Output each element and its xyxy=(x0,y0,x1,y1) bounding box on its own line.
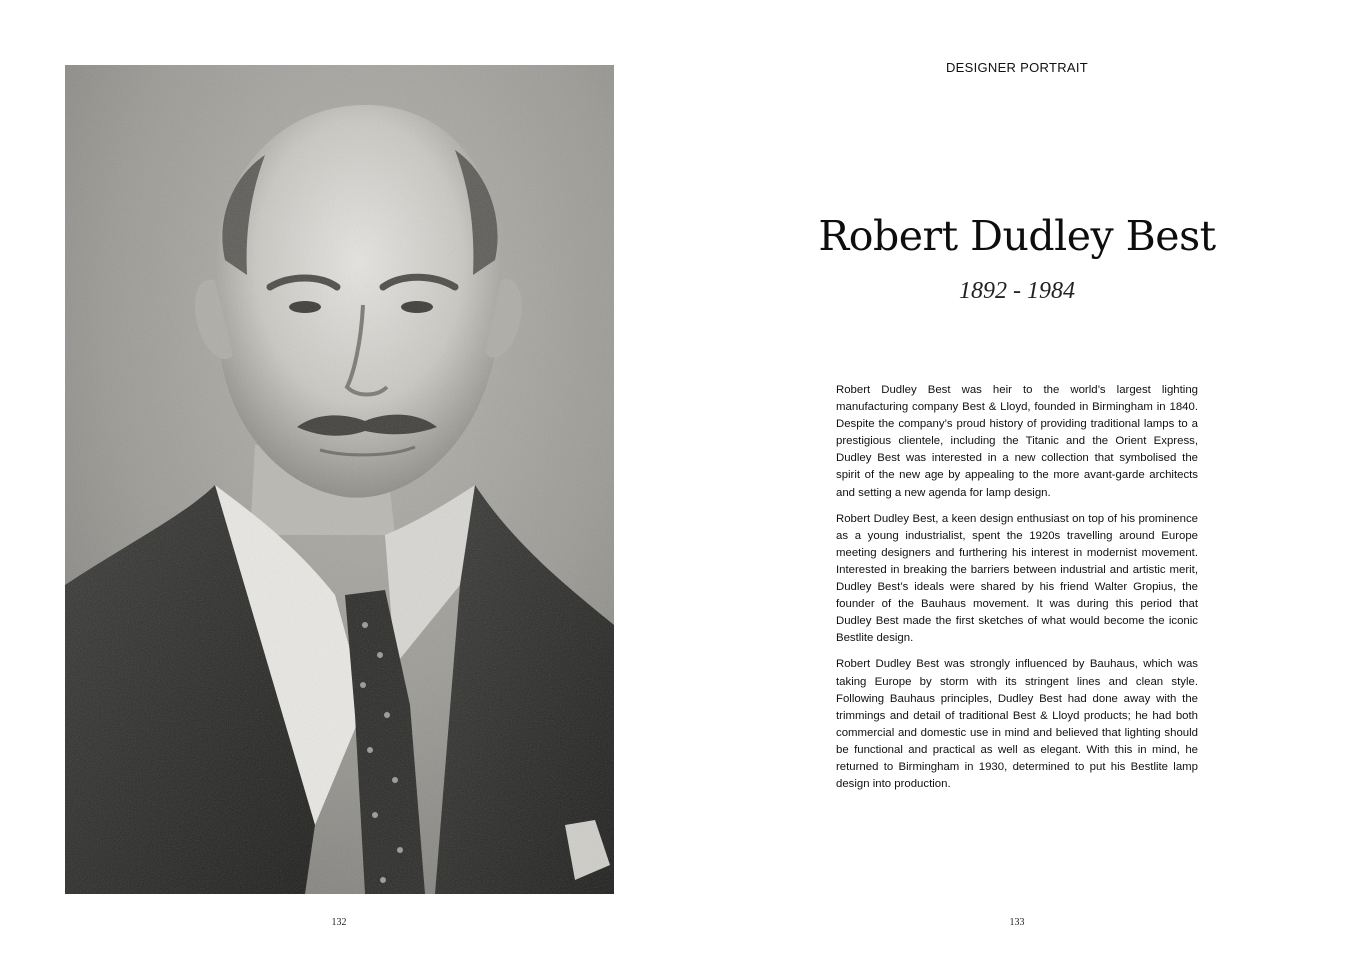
page-number-right: 133 xyxy=(1009,917,1025,928)
portrait-photo xyxy=(65,65,614,894)
biography-paragraph: Robert Dudley Best was strongly influenced by Bauhaus, which was taking Europe by storm with its stringent lines and clean style. Following Bauhaus principles, Dudley Best had done away with the trimmings and detail of traditional Best & Lloyd products; he had both commercial and domestic use in mind and believed that lighting should be functional and practical as well as elegant. With this in mind, he returned to Birmingham in 1930, determined to put his Bestlite lamp design into production. xyxy=(836,658,1198,791)
biography-text xyxy=(836,382,1198,802)
biography-paragraph: Robert Dudley Best was heir to the world’s largest lighting manufacturing company Best & Lloyd, founded in Birmingham in 1840. Despite the company’s proud history of providing traditional lamps to a prestigious clientele, including the Titanic and the Orient Express, Dudley Best was interested in a new collection that symbolised the spirit of the new age by appealing to the more avant-garde architects and setting a new agenda for lamp design. xyxy=(836,384,1198,499)
page-number-left: 132 xyxy=(331,917,347,928)
right-page xyxy=(678,0,1356,959)
page-title: Robert Dudley Best xyxy=(818,212,1216,260)
portrait-photo-illustration xyxy=(65,65,614,894)
life-dates: 1892 - 1984 xyxy=(959,278,1075,304)
biography-paragraph: Robert Dudley Best, a keen design enthusiast on top of his prominence as a young industrialist, spent the 1920s travelling around Europe meeting designers and furthering his interest in modernist movement. Interested in breaking the barriers between industrial and artistic merit, Dudley Best’s ideals were shared by his friend Walter Gropius, the founder of the Bauhaus movement. It was during this period that Dudley Best made the first sketches of what would become the iconic Bestlite design. xyxy=(836,512,1198,645)
section-label: DESIGNER PORTRAIT xyxy=(945,60,1089,75)
